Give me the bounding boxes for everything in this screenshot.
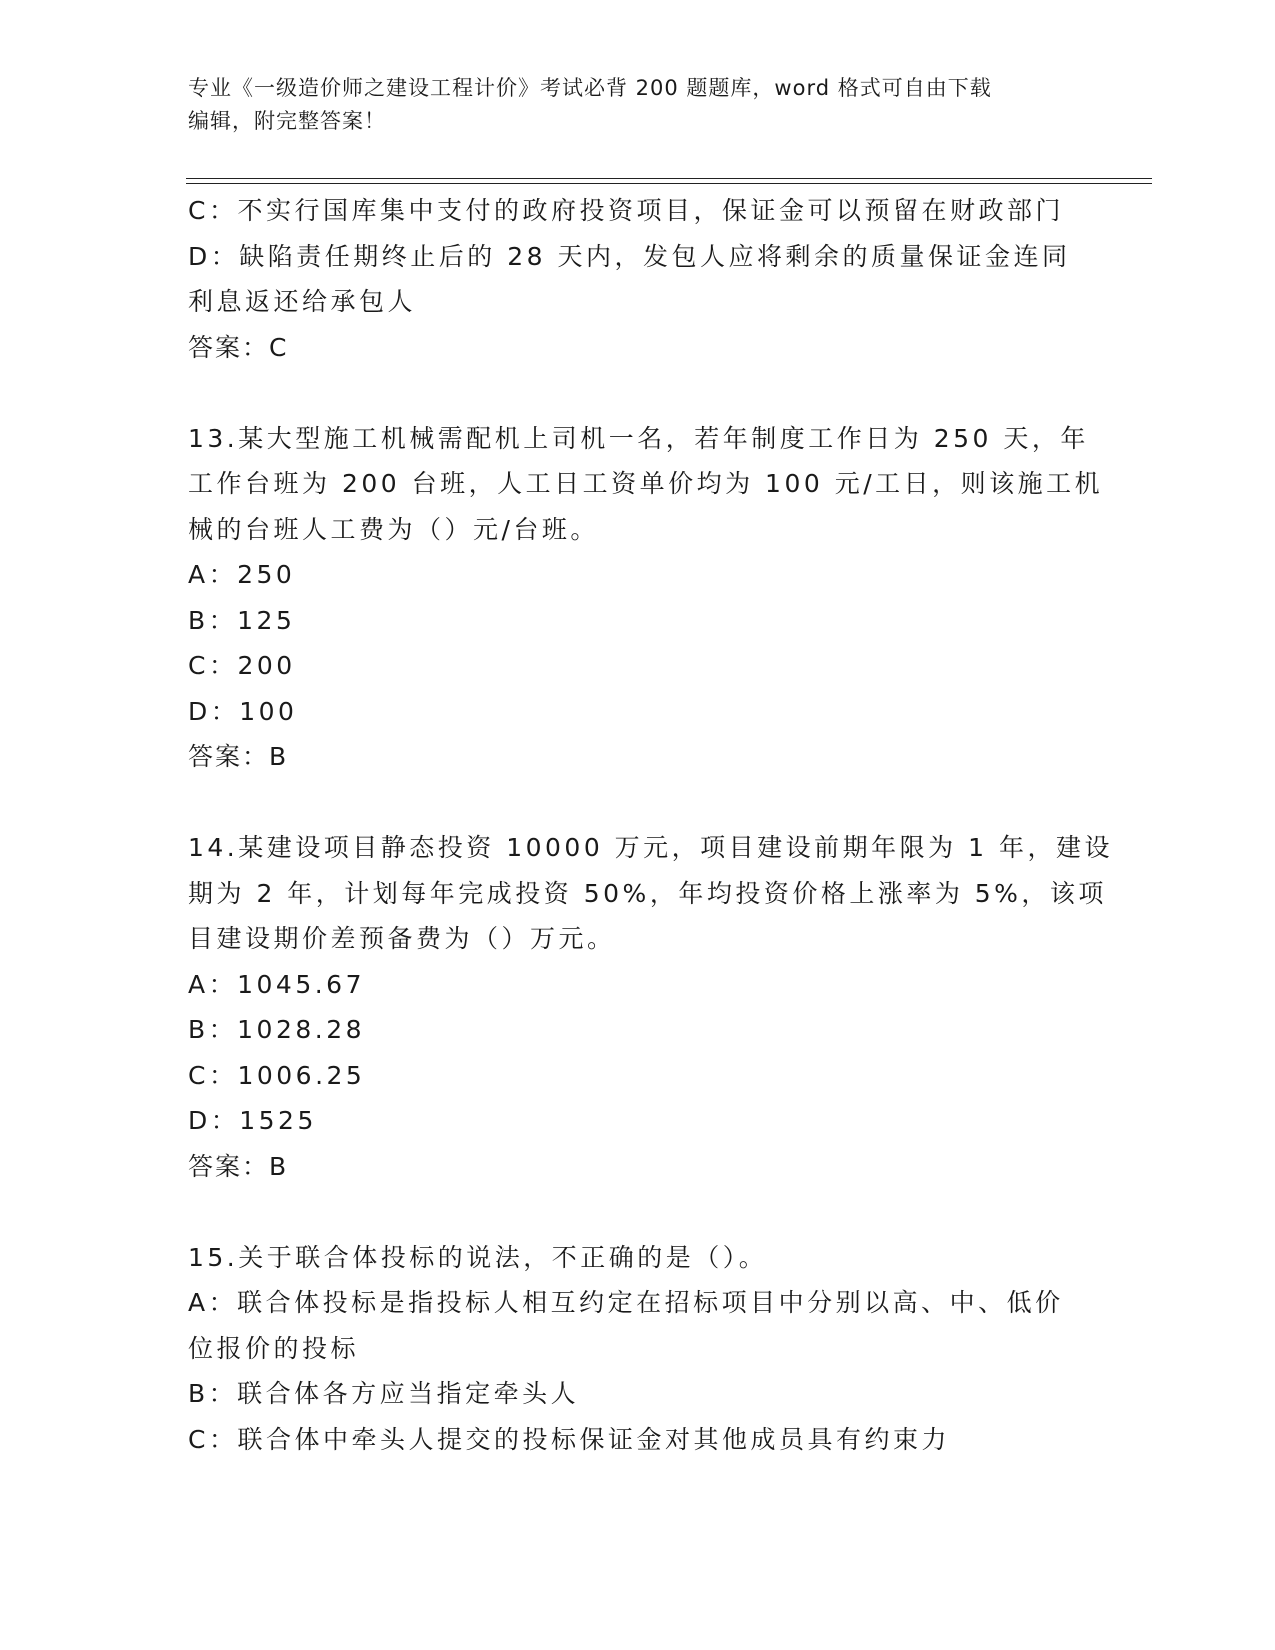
header-rule-bottom	[186, 183, 1152, 184]
question-stem-line-1: 14.某建设项目静态投资 10000 万元，项目建设前期年限为 1 年，建设	[188, 833, 1113, 862]
option-c: C：联合体中牵头人提交的投标保证金对其他成员具有约束力	[188, 1424, 950, 1454]
option-a: A：250	[188, 560, 296, 589]
header-rule-top	[186, 178, 1152, 179]
question-stem-line-3: 械的台班人工费为（）元/台班。	[188, 514, 599, 544]
question-15	[188, 1235, 1088, 1463]
option-b: B：联合体各方应当指定牵头人	[188, 1379, 580, 1408]
question-stem-line-1: 13.某大型施工机械需配机上司机一名，若年制度工作日为 250 天，年	[188, 423, 1089, 453]
option-d: D：100	[188, 696, 298, 726]
spacer	[188, 370, 1088, 416]
question-stem-line-2: 工作台班为 200 台班，人工日工资单价均为 100 元/工日，则该施工机	[188, 469, 1104, 498]
answer: 答案：C	[188, 332, 289, 362]
document-body	[188, 188, 1113, 1462]
option-a-line-1: A：联合体投标是指投标人相互约定在招标项目中分别以高、中、低价	[188, 1288, 1064, 1317]
header-line-1: 专业《一级造价师之建设工程计价》考试必背 200 题题库，word 格式可自由下载	[188, 76, 992, 100]
option-d-line-2: 利息返还给承包人	[188, 287, 417, 316]
answer: 答案：B	[188, 1151, 289, 1181]
option-d: D：1525	[188, 1106, 317, 1135]
answer: 答案：B	[188, 742, 289, 771]
question-stem-line-3: 目建设期价差预备费为（）万元。	[188, 924, 616, 953]
question-13	[188, 416, 1104, 780]
option-b: B：125	[188, 605, 296, 635]
spacer	[188, 780, 1088, 826]
spacer	[188, 1189, 1088, 1235]
header-line-2: 编辑，附完整答案！	[188, 109, 386, 133]
option-a-line-2: 位报价的投标	[188, 1333, 360, 1363]
document-header	[188, 72, 1088, 138]
question-14	[188, 825, 1113, 1189]
option-b: B：1028.28	[188, 1015, 366, 1044]
option-a: A：1045.67	[188, 969, 365, 999]
option-c: C：不实行国库集中支付的政府投资项目，保证金可以预留在财政部门	[188, 196, 1064, 225]
option-c: C：200	[188, 651, 296, 680]
option-d-line-1: D：缺陷责任期终止后的 28 天内，发包人应将剩余的质量保证金连同	[188, 241, 1071, 271]
option-c: C：1006.25	[188, 1060, 366, 1090]
question-12-tail	[188, 188, 1088, 370]
question-stem-line-1: 15.关于联合体投标的说法，不正确的是（）。	[188, 1242, 768, 1272]
question-stem-line-2: 期为 2 年，计划每年完成投资 50%，年均投资价格上涨率为 5%，该项	[188, 878, 1107, 908]
